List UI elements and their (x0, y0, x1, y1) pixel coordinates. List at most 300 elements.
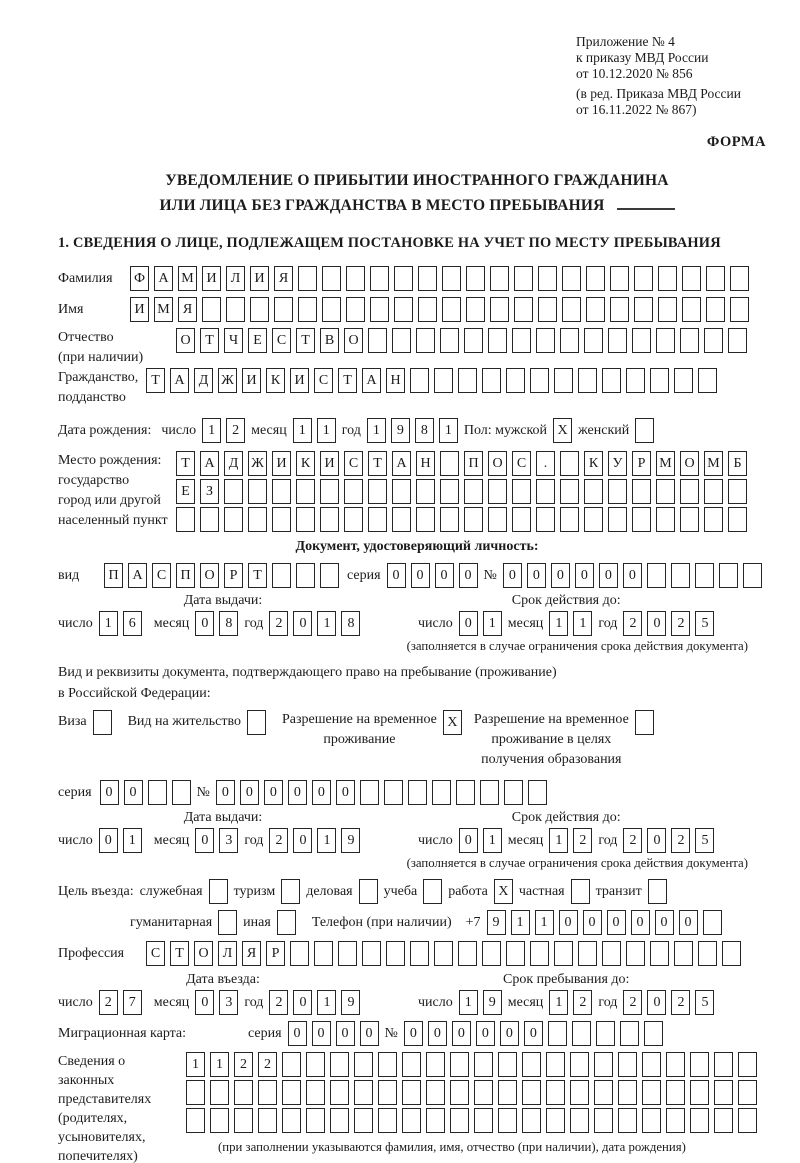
char-cell[interactable]: Т (296, 328, 315, 353)
char-cell[interactable]: С (314, 368, 333, 393)
char-cell[interactable]: 0 (336, 780, 355, 805)
char-cell[interactable] (538, 297, 557, 322)
char-cell[interactable] (704, 328, 723, 353)
char-cell[interactable]: Я (274, 266, 293, 291)
char-cell[interactable] (560, 479, 579, 504)
char-cell[interactable]: Б (728, 451, 747, 476)
char-cell[interactable] (378, 1080, 397, 1105)
char-cell[interactable]: 1 (317, 990, 336, 1015)
char-cell[interactable] (586, 266, 605, 291)
char-cell[interactable] (434, 368, 453, 393)
char-cell[interactable]: М (656, 451, 675, 476)
char-cell[interactable] (392, 479, 411, 504)
char-cell[interactable] (464, 507, 483, 532)
char-cell[interactable] (488, 479, 507, 504)
char-cell[interactable] (258, 1108, 277, 1133)
char-cell[interactable]: П (104, 563, 123, 588)
char-cell[interactable] (536, 479, 555, 504)
char-cell[interactable]: У (608, 451, 627, 476)
char-cell[interactable] (554, 941, 573, 966)
char-cell[interactable] (306, 1080, 325, 1105)
char-cell[interactable] (432, 780, 451, 805)
char-cell[interactable]: О (488, 451, 507, 476)
char-cell[interactable] (514, 297, 533, 322)
char-cell[interactable] (738, 1052, 757, 1077)
char-cell[interactable]: И (202, 266, 221, 291)
char-cell[interactable] (644, 1021, 663, 1046)
char-cell[interactable] (466, 266, 485, 291)
char-cell[interactable] (506, 941, 525, 966)
char-cell[interactable] (618, 1080, 637, 1105)
char-cell[interactable]: 0 (655, 910, 674, 935)
char-cell[interactable] (674, 368, 693, 393)
char-cell[interactable] (458, 368, 477, 393)
char-cell[interactable] (456, 780, 475, 805)
char-cell[interactable] (314, 941, 333, 966)
char-cell[interactable] (536, 328, 555, 353)
char-cell[interactable]: Я (242, 941, 261, 966)
char-cell[interactable]: Л (226, 266, 245, 291)
char-cell[interactable] (202, 297, 221, 322)
char-cell[interactable] (714, 1052, 733, 1077)
char-cell[interactable] (620, 1021, 639, 1046)
char-cell[interactable]: К (266, 368, 285, 393)
char-cell[interactable]: 2 (623, 611, 642, 636)
char-cell[interactable] (250, 297, 269, 322)
char-cell[interactable] (322, 266, 341, 291)
char-cell[interactable]: А (200, 451, 219, 476)
char-cell[interactable]: Т (248, 563, 267, 588)
char-cell[interactable] (498, 1108, 517, 1133)
char-cell[interactable] (680, 507, 699, 532)
char-cell[interactable] (480, 780, 499, 805)
char-cell[interactable] (368, 507, 387, 532)
char-cell[interactable]: 0 (195, 611, 214, 636)
char-cell[interactable] (656, 479, 675, 504)
char-cell[interactable] (560, 451, 579, 476)
char-cell[interactable] (442, 266, 461, 291)
char-cell[interactable] (359, 879, 378, 904)
char-cell[interactable]: И (320, 451, 339, 476)
char-cell[interactable] (392, 328, 411, 353)
char-cell[interactable]: И (272, 451, 291, 476)
char-cell[interactable] (738, 1108, 757, 1133)
char-cell[interactable] (330, 1108, 349, 1133)
char-cell[interactable] (450, 1052, 469, 1077)
char-cell[interactable] (370, 266, 389, 291)
char-cell[interactable] (680, 328, 699, 353)
char-cell[interactable]: О (200, 563, 219, 588)
char-cell[interactable] (474, 1080, 493, 1105)
char-cell[interactable]: 8 (219, 611, 238, 636)
char-cell[interactable] (522, 1108, 541, 1133)
char-cell[interactable]: 9 (341, 828, 360, 853)
char-cell[interactable]: И (250, 266, 269, 291)
char-cell[interactable]: С (272, 328, 291, 353)
char-cell[interactable] (410, 368, 429, 393)
char-cell[interactable] (562, 266, 581, 291)
char-cell[interactable] (548, 1021, 567, 1046)
char-cell[interactable]: 0 (435, 563, 454, 588)
char-cell[interactable] (560, 328, 579, 353)
char-cell[interactable]: 2 (269, 611, 288, 636)
char-cell[interactable]: 0 (476, 1021, 495, 1046)
char-cell[interactable] (248, 479, 267, 504)
char-cell[interactable]: А (362, 368, 381, 393)
char-cell[interactable] (322, 297, 341, 322)
char-cell[interactable]: 1 (367, 418, 386, 443)
char-cell[interactable] (642, 1052, 661, 1077)
char-cell[interactable]: 0 (607, 910, 626, 935)
char-cell[interactable]: 5 (695, 828, 714, 853)
char-cell[interactable]: З (200, 479, 219, 504)
char-cell[interactable]: 0 (647, 828, 666, 853)
char-cell[interactable]: О (176, 328, 195, 353)
char-cell[interactable] (596, 1021, 615, 1046)
char-cell[interactable]: 0 (459, 611, 478, 636)
char-cell[interactable] (378, 1108, 397, 1133)
char-cell[interactable]: Я (178, 297, 197, 322)
char-cell[interactable] (320, 479, 339, 504)
char-cell[interactable] (608, 328, 627, 353)
char-cell[interactable]: Т (200, 328, 219, 353)
char-cell[interactable] (570, 1080, 589, 1105)
char-cell[interactable] (482, 368, 501, 393)
char-cell[interactable] (530, 368, 549, 393)
char-cell[interactable]: 0 (387, 563, 406, 588)
char-cell[interactable]: 0 (293, 828, 312, 853)
char-cell[interactable]: 0 (575, 563, 594, 588)
char-cell[interactable] (570, 1052, 589, 1077)
char-cell[interactable] (728, 328, 747, 353)
char-cell[interactable] (571, 879, 590, 904)
char-cell[interactable] (650, 941, 669, 966)
char-cell[interactable] (296, 563, 315, 588)
char-cell[interactable]: Т (338, 368, 357, 393)
char-cell[interactable]: В (320, 328, 339, 353)
char-cell[interactable] (93, 710, 112, 735)
char-cell[interactable]: 0 (195, 990, 214, 1015)
char-cell[interactable] (706, 266, 725, 291)
char-cell[interactable] (344, 507, 363, 532)
char-cell[interactable] (610, 297, 629, 322)
char-cell[interactable] (698, 941, 717, 966)
char-cell[interactable]: 0 (99, 828, 118, 853)
char-cell[interactable] (572, 1021, 591, 1046)
char-cell[interactable]: 0 (312, 780, 331, 805)
char-cell[interactable]: А (154, 266, 173, 291)
char-cell[interactable]: 0 (524, 1021, 543, 1046)
char-cell[interactable]: 9 (483, 990, 502, 1015)
char-cell[interactable]: 7 (123, 990, 142, 1015)
char-cell[interactable] (282, 1052, 301, 1077)
char-cell[interactable] (296, 479, 315, 504)
char-cell[interactable]: Т (146, 368, 165, 393)
char-cell[interactable]: 1 (549, 828, 568, 853)
char-cell[interactable] (474, 1052, 493, 1077)
char-cell[interactable] (530, 941, 549, 966)
char-cell[interactable]: 1 (293, 418, 312, 443)
char-cell[interactable] (378, 1052, 397, 1077)
char-cell[interactable] (277, 910, 296, 935)
char-cell[interactable] (282, 1080, 301, 1105)
char-cell[interactable] (423, 879, 442, 904)
char-cell[interactable] (442, 297, 461, 322)
char-cell[interactable]: О (344, 328, 363, 353)
char-cell[interactable]: 2 (258, 1052, 277, 1077)
char-cell[interactable] (666, 1108, 685, 1133)
char-cell[interactable] (320, 507, 339, 532)
char-cell[interactable] (536, 507, 555, 532)
char-cell[interactable] (608, 507, 627, 532)
char-cell[interactable]: X (443, 710, 462, 735)
char-cell[interactable] (306, 1108, 325, 1133)
char-cell[interactable]: 0 (124, 780, 143, 805)
char-cell[interactable] (224, 479, 243, 504)
char-cell[interactable] (290, 941, 309, 966)
char-cell[interactable] (360, 780, 379, 805)
char-cell[interactable]: 3 (219, 990, 238, 1015)
char-cell[interactable] (538, 266, 557, 291)
char-cell[interactable] (578, 368, 597, 393)
char-cell[interactable]: 2 (269, 990, 288, 1015)
char-cell[interactable] (698, 368, 717, 393)
char-cell[interactable] (368, 328, 387, 353)
char-cell[interactable]: 0 (288, 780, 307, 805)
char-cell[interactable]: 2 (623, 990, 642, 1015)
char-cell[interactable]: 9 (341, 990, 360, 1015)
char-cell[interactable]: О (194, 941, 213, 966)
char-cell[interactable] (560, 507, 579, 532)
char-cell[interactable] (584, 479, 603, 504)
char-cell[interactable] (704, 507, 723, 532)
char-cell[interactable] (608, 479, 627, 504)
char-cell[interactable]: М (704, 451, 723, 476)
char-cell[interactable] (186, 1108, 205, 1133)
char-cell[interactable] (512, 507, 531, 532)
char-cell[interactable] (298, 266, 317, 291)
char-cell[interactable]: С (152, 563, 171, 588)
char-cell[interactable] (408, 780, 427, 805)
char-cell[interactable]: . (536, 451, 555, 476)
char-cell[interactable] (706, 297, 725, 322)
char-cell[interactable] (394, 297, 413, 322)
char-cell[interactable] (586, 297, 605, 322)
char-cell[interactable] (674, 941, 693, 966)
char-cell[interactable] (464, 479, 483, 504)
char-cell[interactable] (682, 266, 701, 291)
char-cell[interactable] (272, 479, 291, 504)
char-cell[interactable] (338, 941, 357, 966)
char-cell[interactable] (554, 368, 573, 393)
char-cell[interactable] (234, 1080, 253, 1105)
char-cell[interactable] (714, 1080, 733, 1105)
char-cell[interactable] (626, 941, 645, 966)
char-cell[interactable]: 0 (452, 1021, 471, 1046)
char-cell[interactable] (584, 507, 603, 532)
char-cell[interactable]: 0 (264, 780, 283, 805)
char-cell[interactable]: Ч (224, 328, 243, 353)
char-cell[interactable]: 0 (240, 780, 259, 805)
char-cell[interactable] (490, 297, 509, 322)
char-cell[interactable] (176, 507, 195, 532)
char-cell[interactable]: 0 (195, 828, 214, 853)
char-cell[interactable]: 1 (317, 611, 336, 636)
char-cell[interactable]: 0 (500, 1021, 519, 1046)
char-cell[interactable] (634, 266, 653, 291)
char-cell[interactable] (658, 266, 677, 291)
char-cell[interactable] (346, 297, 365, 322)
char-cell[interactable]: 1 (317, 418, 336, 443)
char-cell[interactable] (578, 941, 597, 966)
char-cell[interactable]: X (553, 418, 572, 443)
char-cell[interactable] (458, 941, 477, 966)
char-cell[interactable]: 8 (415, 418, 434, 443)
char-cell[interactable] (528, 780, 547, 805)
char-cell[interactable]: 0 (411, 563, 430, 588)
char-cell[interactable] (504, 780, 523, 805)
char-cell[interactable]: 1 (483, 828, 502, 853)
char-cell[interactable] (434, 941, 453, 966)
char-cell[interactable]: 5 (695, 990, 714, 1015)
char-cell[interactable] (440, 507, 459, 532)
char-cell[interactable] (546, 1108, 565, 1133)
char-cell[interactable] (346, 266, 365, 291)
char-cell[interactable] (714, 1108, 733, 1133)
char-cell[interactable]: Н (416, 451, 435, 476)
char-cell[interactable] (506, 368, 525, 393)
char-cell[interactable]: М (178, 266, 197, 291)
char-cell[interactable] (695, 563, 714, 588)
char-cell[interactable]: 0 (288, 1021, 307, 1046)
char-cell[interactable]: 0 (293, 611, 312, 636)
char-cell[interactable] (570, 1108, 589, 1133)
char-cell[interactable]: 5 (695, 611, 714, 636)
char-cell[interactable]: 2 (99, 990, 118, 1015)
char-cell[interactable] (368, 479, 387, 504)
char-cell[interactable]: О (680, 451, 699, 476)
char-cell[interactable]: С (146, 941, 165, 966)
char-cell[interactable] (546, 1052, 565, 1077)
char-cell[interactable]: К (584, 451, 603, 476)
char-cell[interactable] (464, 328, 483, 353)
char-cell[interactable]: 0 (428, 1021, 447, 1046)
char-cell[interactable] (148, 780, 167, 805)
char-cell[interactable] (344, 479, 363, 504)
char-cell[interactable] (704, 479, 723, 504)
char-cell[interactable]: 2 (671, 611, 690, 636)
char-cell[interactable] (632, 479, 651, 504)
char-cell[interactable]: 2 (269, 828, 288, 853)
char-cell[interactable]: Е (176, 479, 195, 504)
char-cell[interactable] (426, 1052, 445, 1077)
char-cell[interactable] (632, 507, 651, 532)
char-cell[interactable]: 2 (623, 828, 642, 853)
char-cell[interactable] (488, 507, 507, 532)
char-cell[interactable] (648, 879, 667, 904)
char-cell[interactable]: 0 (551, 563, 570, 588)
char-cell[interactable]: Д (224, 451, 243, 476)
char-cell[interactable]: И (242, 368, 261, 393)
char-cell[interactable]: 0 (312, 1021, 331, 1046)
char-cell[interactable] (728, 479, 747, 504)
char-cell[interactable] (186, 1080, 205, 1105)
char-cell[interactable] (512, 328, 531, 353)
char-cell[interactable]: 8 (341, 611, 360, 636)
char-cell[interactable]: И (290, 368, 309, 393)
char-cell[interactable] (671, 563, 690, 588)
char-cell[interactable] (650, 368, 669, 393)
char-cell[interactable] (690, 1052, 709, 1077)
char-cell[interactable] (200, 507, 219, 532)
char-cell[interactable]: 1 (483, 611, 502, 636)
char-cell[interactable]: 0 (631, 910, 650, 935)
char-cell[interactable]: Ж (218, 368, 237, 393)
char-cell[interactable]: 0 (623, 563, 642, 588)
char-cell[interactable]: Ж (248, 451, 267, 476)
char-cell[interactable] (370, 297, 389, 322)
char-cell[interactable] (730, 266, 749, 291)
char-cell[interactable] (682, 297, 701, 322)
char-cell[interactable] (440, 451, 459, 476)
char-cell[interactable] (618, 1052, 637, 1077)
char-cell[interactable]: А (392, 451, 411, 476)
char-cell[interactable]: 1 (439, 418, 458, 443)
char-cell[interactable]: Л (218, 941, 237, 966)
char-cell[interactable]: 9 (487, 910, 506, 935)
char-cell[interactable]: 2 (226, 418, 245, 443)
char-cell[interactable]: Н (386, 368, 405, 393)
char-cell[interactable]: И (130, 297, 149, 322)
char-cell[interactable] (362, 941, 381, 966)
char-cell[interactable]: 0 (647, 990, 666, 1015)
char-cell[interactable] (690, 1108, 709, 1133)
char-cell[interactable] (666, 1080, 685, 1105)
char-cell[interactable]: А (170, 368, 189, 393)
char-cell[interactable] (306, 1052, 325, 1077)
char-cell[interactable]: 1 (317, 828, 336, 853)
char-cell[interactable] (172, 780, 191, 805)
char-cell[interactable] (618, 1108, 637, 1133)
char-cell[interactable]: 0 (559, 910, 578, 935)
char-cell[interactable]: Д (194, 368, 213, 393)
char-cell[interactable]: П (176, 563, 195, 588)
char-cell[interactable] (490, 266, 509, 291)
char-cell[interactable]: 1 (573, 611, 592, 636)
char-cell[interactable] (210, 1108, 229, 1133)
char-cell[interactable] (512, 479, 531, 504)
char-cell[interactable]: 0 (216, 780, 235, 805)
char-cell[interactable]: С (344, 451, 363, 476)
char-cell[interactable] (626, 368, 645, 393)
char-cell[interactable] (642, 1108, 661, 1133)
char-cell[interactable]: 1 (549, 611, 568, 636)
char-cell[interactable]: X (494, 879, 513, 904)
char-cell[interactable] (703, 910, 722, 935)
char-cell[interactable] (610, 266, 629, 291)
char-cell[interactable]: 0 (404, 1021, 423, 1046)
char-cell[interactable] (354, 1080, 373, 1105)
char-cell[interactable]: 0 (679, 910, 698, 935)
char-cell[interactable]: Е (248, 328, 267, 353)
char-cell[interactable]: 1 (99, 611, 118, 636)
char-cell[interactable] (546, 1080, 565, 1105)
char-cell[interactable] (594, 1108, 613, 1133)
char-cell[interactable] (522, 1080, 541, 1105)
char-cell[interactable] (656, 507, 675, 532)
char-cell[interactable] (440, 328, 459, 353)
char-cell[interactable]: 6 (123, 611, 142, 636)
